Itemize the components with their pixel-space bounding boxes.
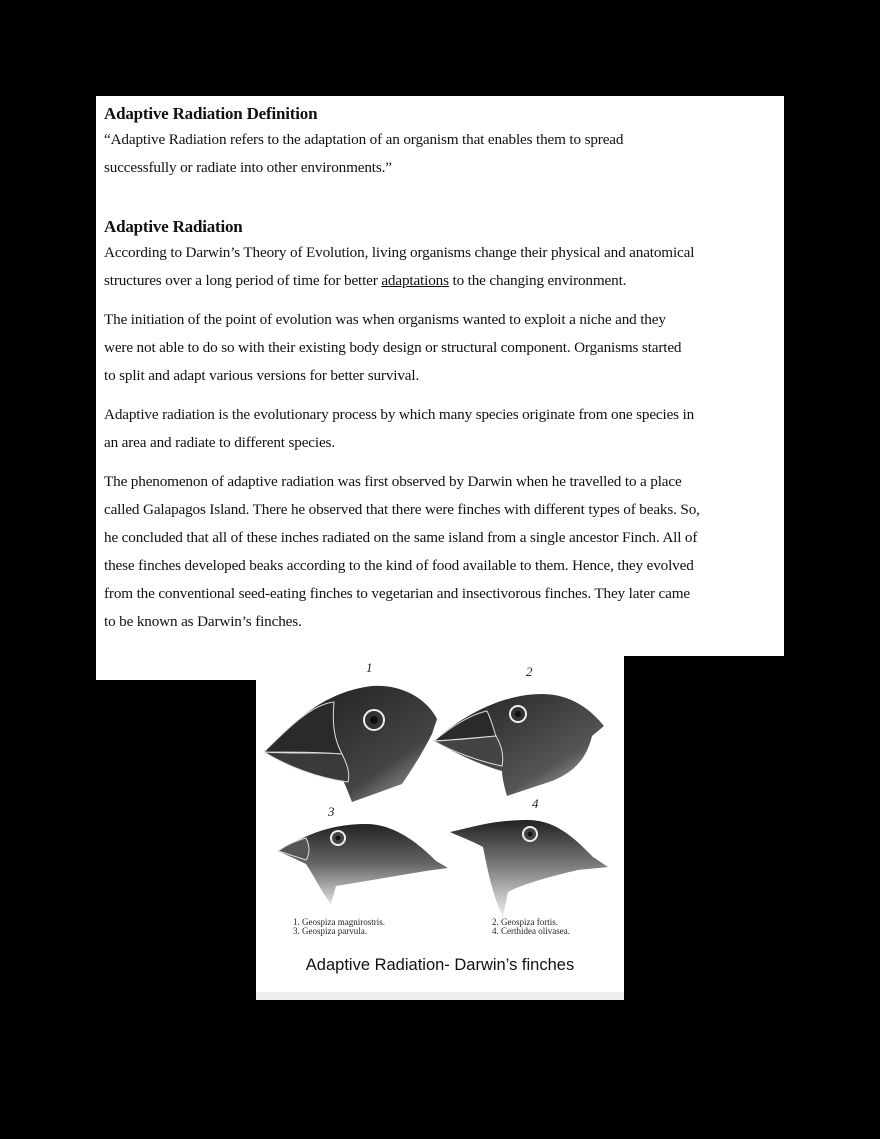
finch-number-2: 2 (526, 664, 533, 679)
finch-number-1: 1 (366, 660, 373, 675)
paragraph-line: he concluded that all of these inches radiated on the same island from a single ancestor Finch. All of (104, 529, 698, 546)
paragraph-line: “Adaptive Radiation refers to the adaptation of an organism that enables them to spread (104, 131, 624, 148)
species-label-1: 1. Geospiza magnirostris. (293, 917, 385, 927)
figure-caption: Adaptive Radiation- Darwin’s finches (305, 956, 575, 974)
section-heading-definition: Adaptive Radiation Definition (104, 104, 318, 123)
paragraph-initiation (104, 306, 780, 390)
paragraph-line: from the conventional seed-eating finches to vegetarian and insectivorous finches. They later came (104, 585, 690, 602)
species-label-3: 3. Geospiza parvula. (293, 926, 367, 936)
paragraph-line: to be known as Darwin’s finches. (104, 613, 302, 630)
paragraph-line (104, 267, 780, 295)
species-label-2: 2. Geospiza fortis. (492, 917, 558, 927)
paragraph-line: these finches developed beaks according to the kind of food available to them. Hence, they evolved (104, 557, 694, 574)
paragraph-line: were not able to do so with their existing body design or structural component. Organisms started (104, 339, 682, 356)
document-content (104, 102, 780, 647)
finch-1-illustration (262, 674, 442, 804)
paragraph-line: to split and adapt various versions for better survival. (104, 367, 420, 384)
adaptations-link[interactable]: adaptations (381, 272, 449, 289)
paragraph-line: The phenomenon of adaptive radiation was first observed by Darwin when he travelled to a place (104, 473, 682, 490)
paragraph-line: Adaptive radiation is the evolutionary process by which many species originate from one species in (104, 406, 695, 423)
text-span: structures over a long period of time for better (104, 272, 382, 289)
finch-number-3: 3 (328, 804, 335, 819)
paragraph-line: According to Darwin’s Theory of Evolution, living organisms change their physical and anatomical (104, 244, 695, 261)
paragraph-line: an area and radiate to different species. (104, 434, 335, 451)
species-label-4: 4. Certhidea olivasea. (492, 926, 570, 936)
finch-2-illustration (432, 686, 612, 801)
paragraph-line: successfully or radiate into other environments.” (104, 159, 392, 176)
definition-paragraph (104, 126, 780, 182)
darwins-finches-figure (256, 656, 624, 1000)
document-page-tail (96, 656, 256, 680)
paragraph-process (104, 401, 780, 457)
paragraph-line: The initiation of the point of evolution was when organisms wanted to exploit a niche and they (104, 311, 666, 328)
paragraph-phenomenon (104, 468, 780, 636)
text-span: to the changing environment. (448, 272, 627, 289)
figure-bottom-strip (256, 992, 624, 1000)
section-heading-adaptive-radiation: Adaptive Radiation (104, 217, 243, 236)
paragraph-darwin-theory (104, 239, 780, 295)
finch-4-illustration (448, 812, 613, 922)
paragraph-line: called Galapagos Island. There he observed that there were finches with different types of beaks. So, (104, 501, 700, 518)
finch-3-illustration (276, 816, 456, 906)
finch-number-4: 4 (532, 796, 539, 811)
